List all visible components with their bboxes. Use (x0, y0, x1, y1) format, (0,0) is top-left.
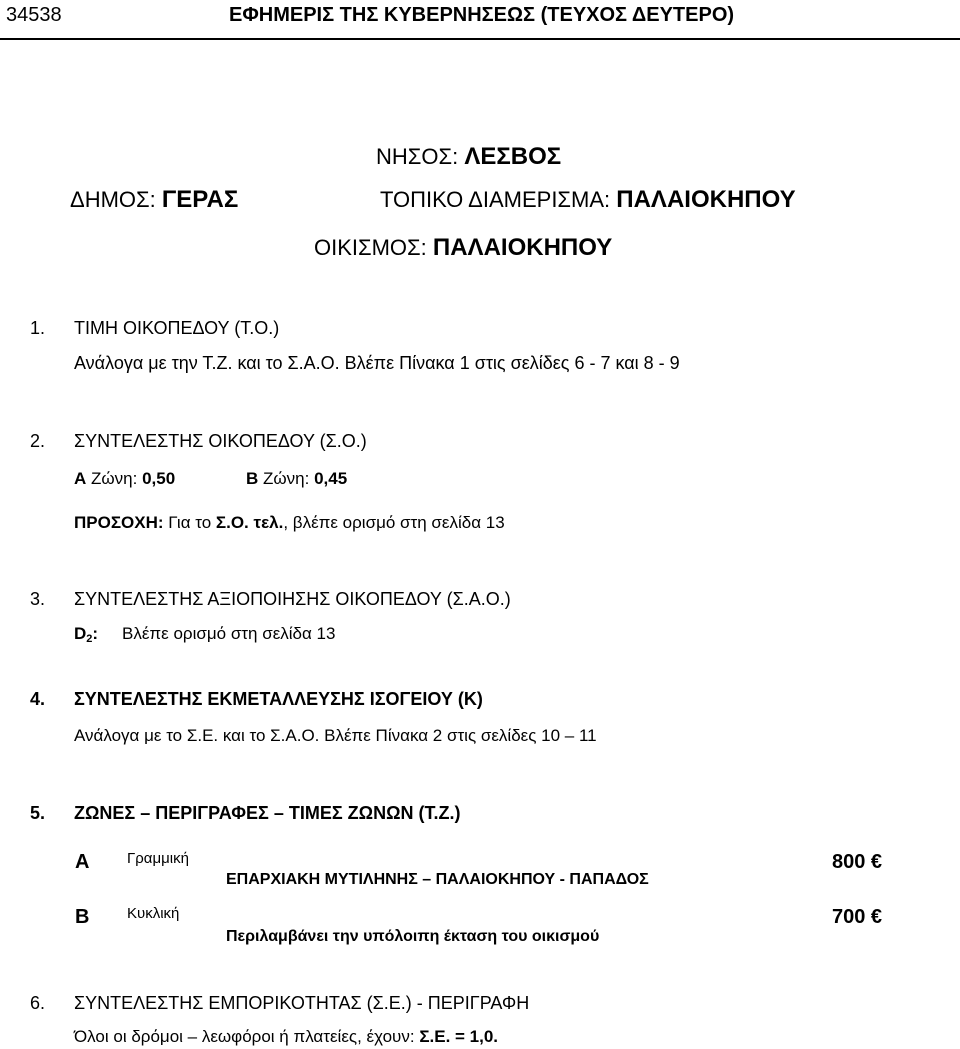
note-label: ΠΡΟΣΟΧΗ: (74, 513, 164, 532)
section1-title: ΤΙΜΗ ΟΙΚΟΠΕΔΟΥ (Τ.Ο.) (74, 318, 280, 338)
section2-number: 2. (30, 431, 46, 451)
zone-b-description: Περιλαμβάνει την υπόλοιπη έκταση του οικισμού (226, 928, 600, 945)
zone-a-price: 800 € (832, 851, 883, 873)
section3-text: Βλέπε ορισμό στη σελίδα 13 (122, 624, 336, 643)
island-label: ΝΗΣΟΣ: (376, 144, 459, 169)
district-line (380, 186, 796, 214)
district-value: ΠΑΛΑΙΟΚΗΠΟΥ (616, 186, 796, 213)
section1-text: Ανάλογα με την Τ.Ζ. και το Σ.Α.Ο. Βλέπε Πίνακα 1 στις σελίδες 6 - 7 και 8 - 9 (74, 353, 680, 373)
zone-b-value: 0,45 (314, 469, 348, 488)
d-subscript: 2 (86, 633, 93, 645)
settlement-value: ΠΑΛΑΙΟΚΗΠΟΥ (432, 234, 613, 261)
zone-a-type: Γραμμική (127, 850, 189, 867)
section6-line (74, 1027, 498, 1047)
section4-title: ΣΥΝΤΕΛΕΣΤΗΣ ΕΚΜΕΤΑΛΛΕΥΣΗΣ ΙΣΟΓΕΙΟΥ (Κ) (74, 689, 483, 709)
header-rule (0, 38, 960, 40)
settlement-line (314, 234, 612, 262)
zone-b-price: 700 € (832, 906, 883, 928)
section3-number: 3. (30, 589, 46, 609)
section1-number: 1. (30, 318, 46, 338)
note-text2: , βλέπε ορισμό στη σελίδα 13 (283, 513, 505, 532)
section2-title: ΣΥΝΤΕΛΕΣΤΗΣ ΟΙΚΟΠΕΔΟΥ (Σ.Ο.) (74, 431, 367, 451)
section6-number: 6. (30, 993, 46, 1013)
section6-value: Σ.Ε. = 1,0. (419, 1027, 499, 1046)
section5-title: ΖΩΝΕΣ – ΠΕΡΙΓΡΑΦΕΣ – ΤΙΜΕΣ ΖΩΝΩΝ (Τ.Ζ.) (74, 803, 461, 823)
note-text1: Για το (168, 513, 212, 532)
section2-note (74, 513, 505, 533)
zone-a-coefficient (74, 469, 175, 489)
d-colon: : (92, 624, 99, 643)
section5-number: 5. (30, 803, 46, 823)
island-value: ΛΕΣΒΟΣ (464, 143, 562, 170)
page-number: 34538 (6, 4, 62, 26)
settlement-label: ΟΙΚΙΣΜΟΣ: (314, 235, 427, 260)
section6-text: Όλοι οι δρόμοι – λεωφόροι ή πλατείες, έχουν: (74, 1027, 415, 1046)
zone-a-label: Ζώνη: (91, 469, 138, 488)
zone-b-label: Ζώνη: (263, 469, 310, 488)
district-label: ΤΟΠΙΚΟ ΔΙΑΜΕΡΙΣΜΑ: (380, 187, 611, 212)
municipality-label: ΔΗΜΟΣ: (70, 187, 156, 212)
d2-label (74, 624, 98, 645)
section4-number: 4. (30, 689, 46, 709)
island-line (376, 143, 561, 171)
zone-b-letter: Β (246, 469, 259, 488)
section6-title: ΣΥΝΤΕΛΕΣΤΗΣ ΕΜΠΟΡΙΚΟΤΗΤΑΣ (Σ.Ε.) - ΠΕΡΙΓΡΑΦΗ (74, 993, 530, 1013)
zone-a-letter: Α (74, 469, 87, 488)
zone-b-type: Κυκλική (127, 905, 180, 922)
zone-a-value: 0,50 (142, 469, 176, 488)
section4-text: Ανάλογα με το Σ.Ε. και το Σ.Α.Ο. Βλέπε Πίνακα 2 στις σελίδες 10 – 11 (74, 726, 597, 745)
note-code: Σ.Ο. τελ. (215, 513, 284, 532)
journal-title: ΕΦΗΜΕΡΙΣ ΤΗΣ ΚΥΒΕΡΝΗΣΕΩΣ (ΤΕΥΧΟΣ ΔΕΥΤΕΡΟ) (229, 4, 735, 26)
municipality-value: ΓΕΡΑΣ (161, 186, 239, 213)
zone-a-description: ΕΠΑΡΧΙΑΚΗ ΜΥΤΙΛΗΝΗΣ – ΠΑΛΑΙΟΚΗΠΟΥ - ΠΑΠΑΔΟΣ (226, 871, 649, 888)
d-letter: D (74, 624, 87, 643)
section3-title: ΣΥΝΤΕΛΕΣΤΗΣ ΑΞΙΟΠΟΙΗΣΗΣ ΟΙΚΟΠΕΔΟΥ (Σ.Α.Ο.) (74, 589, 511, 609)
zone-a-letter-row: Α (75, 851, 90, 873)
municipality-line (70, 186, 238, 214)
zone-b-coefficient (246, 469, 347, 489)
zone-b-letter-row: Β (75, 906, 90, 928)
